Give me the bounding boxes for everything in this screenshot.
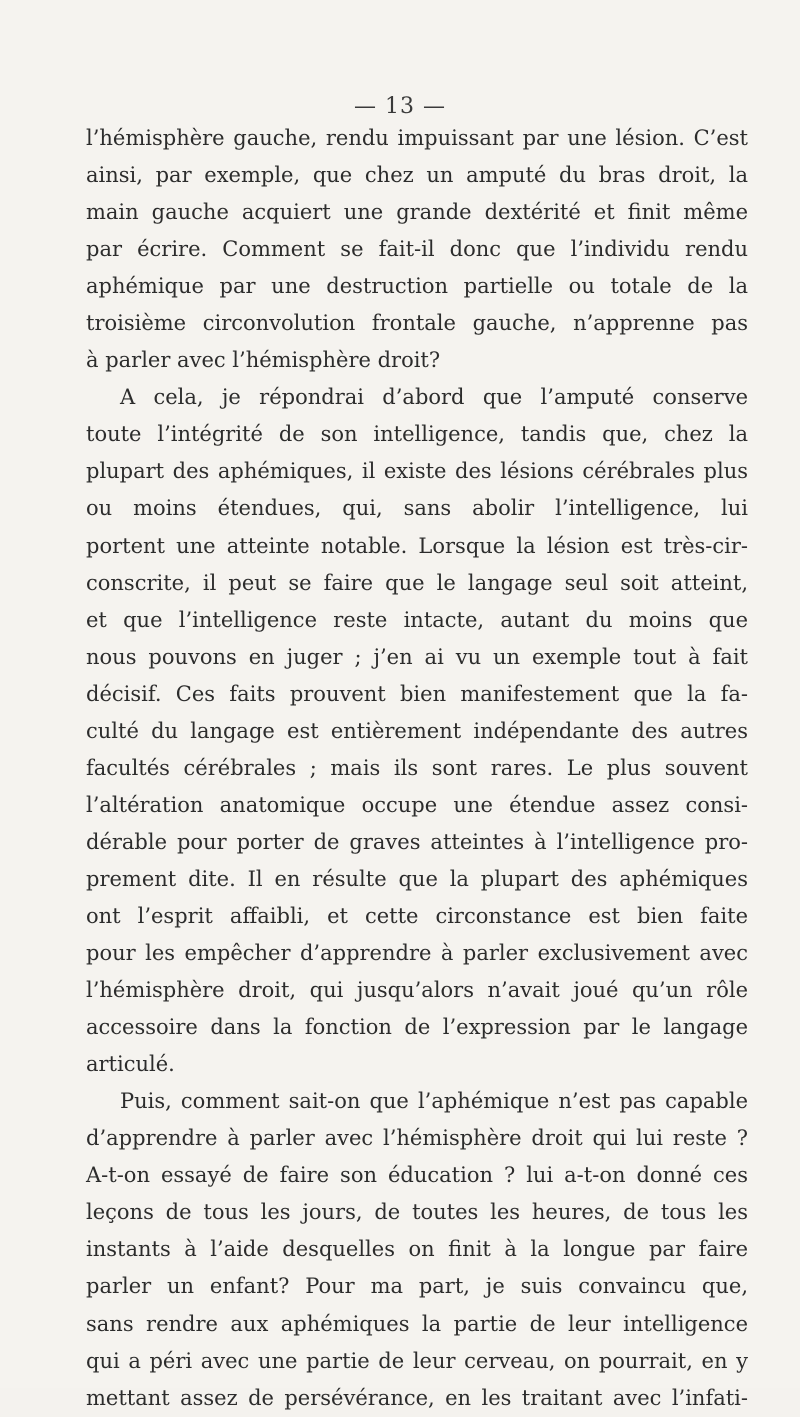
text-line: facultés cérébrales ; mais ils sont rares. Le plus souvent — [86, 755, 748, 780]
text-line: aphémique par une destruction partielle ou totale de la — [86, 274, 748, 299]
text-line: plupart des aphémiques, il existe des lésions cérébrales plus — [86, 459, 748, 484]
text-line: instants à l’aide desquelles on finit à la longue par faire — [86, 1237, 748, 1262]
text-line: Puis, comment sait-on que l’aphémique n’est pas capable — [120, 1089, 748, 1114]
page-number: — 13 — — [354, 94, 446, 119]
text-line: dérable pour porter de graves atteintes à l’intelligence pro- — [86, 829, 748, 854]
text-line: troisième circonvolution frontale gauche, n’apprenne pas — [86, 311, 748, 336]
text-line: ainsi, par exemple, que chez un amputé du bras droit, la — [86, 163, 748, 188]
text-line: A cela, je répondrai d’abord que l’amputé conserve — [120, 385, 748, 410]
text-line: portent une atteinte notable. Lorsque la lésion est très-cir- — [86, 533, 748, 558]
text-line: l’hémisphère droit, qui jusqu’alors n’avait joué qu’un rôle — [86, 978, 748, 1003]
text-line: prement dite. Il en résulte que la plupart des aphémiques — [86, 866, 748, 891]
text-line: nous pouvons en juger ; j’en ai vu un exemple tout à fait — [86, 644, 748, 669]
text-line: l’altération anatomique occupe une étendue assez consi- — [86, 792, 748, 817]
text-line: ont l’esprit affaibli, et cette circonstance est bien faite — [86, 903, 748, 928]
text-line: accessoire dans la fonction de l’expression par le langage — [86, 1015, 748, 1040]
text-line: sans rendre aux aphémiques la partie de leur intelligence — [86, 1311, 748, 1336]
text-line: ou moins étendues, qui, sans abolir l’intelligence, lui — [86, 496, 748, 521]
text-line: culté du langage est entièrement indépendante des autres — [86, 718, 748, 743]
text-line: main gauche acquiert une grande dextérité et finit même — [86, 200, 748, 225]
text-line: parler un enfant? Pour ma part, je suis convaincu que, — [86, 1274, 748, 1299]
text-line: conscrite, il peut se faire que le langage seul soit atteint, — [86, 570, 748, 595]
text-line: A-t-on essayé de faire son éducation ? lui a-t-on donné ces — [86, 1163, 748, 1188]
text-line: pour les empêcher d’apprendre à parler exclusivement avec — [86, 941, 748, 966]
text-line: à parler avec l’hémisphère droit? — [86, 348, 441, 373]
text-line: et que l’intelligence reste intacte, autant du moins que — [86, 607, 748, 632]
text-line: mettant assez de persévérance, en les traitant avec l’infati- — [86, 1385, 748, 1410]
text-line: qui a péri avec une partie de leur cerveau, on pourrait, en y — [86, 1348, 748, 1373]
text-line: l’hémisphère gauche, rendu impuissant par une lésion. C’est — [86, 126, 748, 150]
text-line: décisif. Ces faits prouvent bien manifestement que la fa- — [86, 681, 748, 706]
text-line: toute l’intégrité de son intelligence, tandis que, chez la — [86, 422, 748, 447]
text-line: articulé. — [86, 1052, 175, 1077]
text-line: par écrire. Comment se fait-il donc que l’individu rendu — [86, 237, 748, 262]
text-line: leçons de tous les jours, de toutes les heures, de tous les — [86, 1200, 748, 1225]
body-text — [86, 120, 748, 1417]
text-line: d’apprendre à parler avec l’hémisphère droit qui lui reste ? — [86, 1126, 748, 1151]
